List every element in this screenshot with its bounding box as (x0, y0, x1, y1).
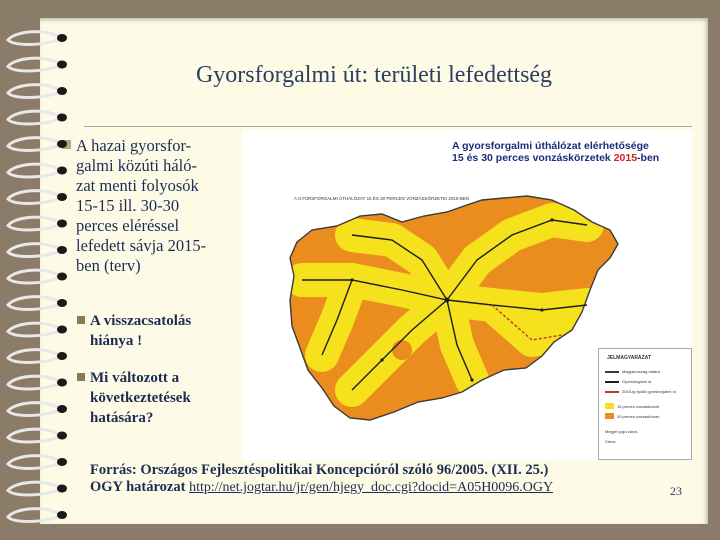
binding-ring (8, 429, 58, 442)
main-bullet-line: 15-15 ill. 30-30 (76, 196, 180, 215)
binding-ring (8, 164, 58, 177)
legend-item: Gyorsforgalmi út (605, 379, 651, 387)
binding-ring (8, 58, 58, 71)
main-bullet-line: lefedett sávja 2015- (76, 236, 207, 255)
map-title-year: 2015 (613, 152, 638, 164)
binding-ring (8, 376, 58, 389)
binding-hole (57, 405, 67, 413)
sub-bullet-line: hatására? (90, 410, 154, 426)
zone30-swatch (605, 413, 614, 419)
zone15-swatch (605, 403, 614, 409)
binding-hole (57, 140, 67, 148)
binding-ring (8, 323, 58, 336)
binding-ring (8, 191, 58, 204)
legend-title: JELMAGYARÁZAT (607, 355, 651, 361)
title-divider (84, 126, 692, 127)
main-bullet-line: ben (terv) (76, 256, 141, 275)
binding-ring (8, 85, 58, 98)
legend-item: 15 perces vonzáskörzet (605, 403, 659, 411)
main-bullet (76, 136, 256, 276)
binding-ring (8, 270, 58, 283)
binding-hole (57, 432, 67, 440)
binding-hole (57, 193, 67, 201)
source-line1: Forrás: Országos Fejlesztéspolitikai Koncepcióról szóló 96/2005. (XII. 25.) (90, 462, 549, 478)
binding-ring (8, 32, 58, 45)
map-title-line1: A gyorsforgalmi úthálózat elérhetősége (452, 140, 649, 152)
planned-road-swatch (605, 391, 619, 393)
main-bullet-line: galmi közúti háló- (76, 156, 197, 175)
binding-hole (57, 34, 67, 42)
binding-hole (57, 246, 67, 254)
binding-hole (57, 379, 67, 387)
binding-ring (8, 297, 58, 310)
legend-item: Város (605, 439, 616, 445)
binding-ring (8, 138, 58, 151)
map-title-suffix: -ben (637, 152, 660, 164)
binding-ring (8, 482, 58, 495)
map-title-line2 (452, 152, 688, 164)
sub-bullet-changes (90, 368, 250, 428)
sub-bullet-feedback (90, 311, 250, 351)
legend-item: Megyei jogú város (605, 429, 638, 435)
map-legend (598, 348, 692, 460)
main-bullet-line: A hazai gyorsfor- (76, 136, 192, 155)
slide (40, 18, 708, 524)
main-bullet-line: zat menti folyosók (76, 176, 199, 195)
slide-title: Gyorsforgalmi út: területi lefedettség (195, 62, 553, 88)
spiral-binding (0, 0, 80, 540)
binding-ring (8, 217, 58, 230)
source-link[interactable]: http://net.jogtar.hu/jr/gen/hjegy_doc.cgi?docid=A05H0096.OGY (189, 480, 554, 495)
map-title-text: 15 és 30 perces vonzáskörzetek (452, 152, 614, 164)
binding-hole (57, 511, 67, 519)
hungary-accessibility-map (242, 130, 692, 460)
source-citation (90, 462, 660, 496)
binding-ring (8, 403, 58, 416)
binding-ring (8, 509, 58, 522)
binding-ring (8, 111, 58, 124)
binding-ring (8, 456, 58, 469)
sub-bullet-line: A visszacsatolás (90, 313, 192, 329)
binding-hole (57, 352, 67, 360)
sub-bullet-line: hiánya ! (90, 333, 143, 349)
sub-bullet-line: következtetések (90, 390, 191, 406)
binding-hole (57, 61, 67, 69)
map-caption: A GYORSFORGALMI ÚTHÁLÓZAT 15 ÉS 30 PERCES VONZÁSKÖRZETEI 2015-BEN (294, 196, 470, 201)
binding-hole (57, 87, 67, 95)
binding-hole (57, 458, 67, 466)
legend-item: 2015-ig épülő gyorsforgalmi út (605, 389, 676, 397)
border-swatch (605, 371, 619, 373)
legend-item: 30 perces vonzáskörzet (605, 413, 659, 421)
sub-bullet-line: Mi változott a (90, 370, 180, 386)
source-line2 (90, 479, 660, 496)
map-title (452, 140, 688, 164)
binding-hole (57, 326, 67, 334)
binding-ring (8, 350, 58, 363)
source-line2-text: OGY határozat (90, 479, 186, 495)
binding-hole (57, 220, 67, 228)
page-number: 23 (670, 484, 682, 498)
binding-hole (57, 114, 67, 122)
road-swatch (605, 381, 619, 383)
legend-item: Magyarország határa (605, 369, 660, 377)
binding-ring (8, 244, 58, 257)
binding-hole (57, 485, 67, 493)
binding-hole (57, 299, 67, 307)
binding-hole (57, 273, 67, 281)
main-bullet-line: perces eléréssel (76, 216, 180, 235)
binding-hole (57, 167, 67, 175)
